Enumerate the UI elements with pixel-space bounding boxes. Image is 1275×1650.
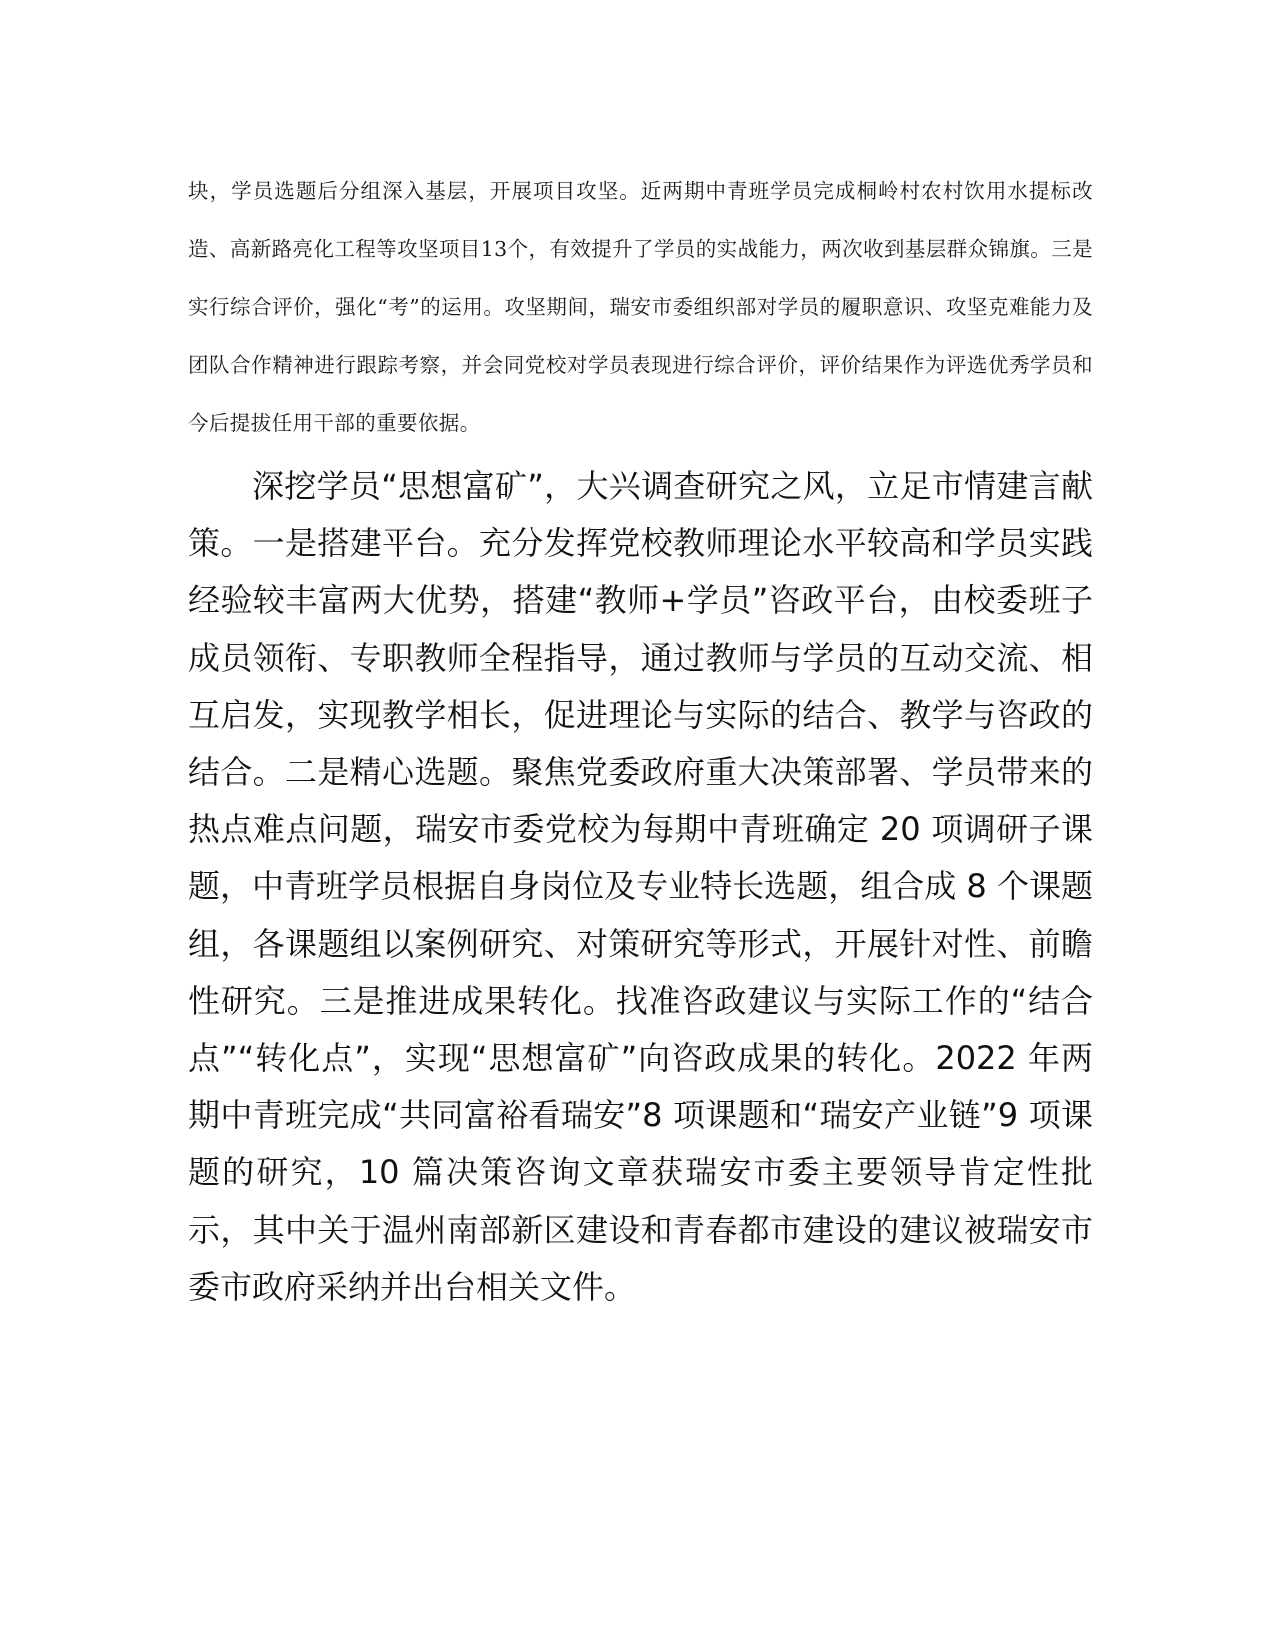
paragraph-research: 深挖学员“思想富矿”，大兴调查研究之风，立足市情建言献策。一是搭建平台。充分发挥党校教师理论水平较高和学员实践经验较丰富两大优势，搭建“教师+学员”咨政平台，由校委班子成员领衔、专职教师全程指导，通过教师与学员的互动交流、相互启发，实现教学相长，促进理论与实际的结合、教学与咨政的结合。二是精心选题。聚焦党委政府重大决策部署、学员带来的热点难点问题，瑞安市委党校为每期中青班确定 20 项调研子课题，中青班学员根据自身岗位及专业特长选题，组合成 8 个课题组，各课题组以案例研究、对策研究等形式，开展针对性、前瞻性研究。三是推进成果转化。找准咨政建议与实际工作的“结合点”“转化点”，实现“思想富矿”向咨政成果的转化。2022 年两期中青班完成“共同富裕看瑞安”8 项课题和“瑞安产业链”9 项课题的研究，10 篇决策咨询文章获瑞安市委主要领导肯定性批示，其中关于温州南部新区建设和青春都市建设的建议被瑞安市委市政府采纳并出台相关文件。 [188,467,1093,1306]
paragraph-continuation: 块，学员选题后分组深入基层，开展项目攻坚。近两期中青班学员完成桐岭村农村饮用水提标改造、高新路亮化工程等攻坚项目13个，有效提升了学员的实战能力，两次收到基层群众锦旗。三是实行综合评价，强化“考”的运用。攻坚期间，瑞安市委组织部对学员的履职意识、攻坚克难能力及团队合作精神进行跟踪考察，并会同党校对学员表现进行综合评价，评价结果作为评选优秀学员和今后提拔任用干部的重要依据。 [188,179,1093,435]
